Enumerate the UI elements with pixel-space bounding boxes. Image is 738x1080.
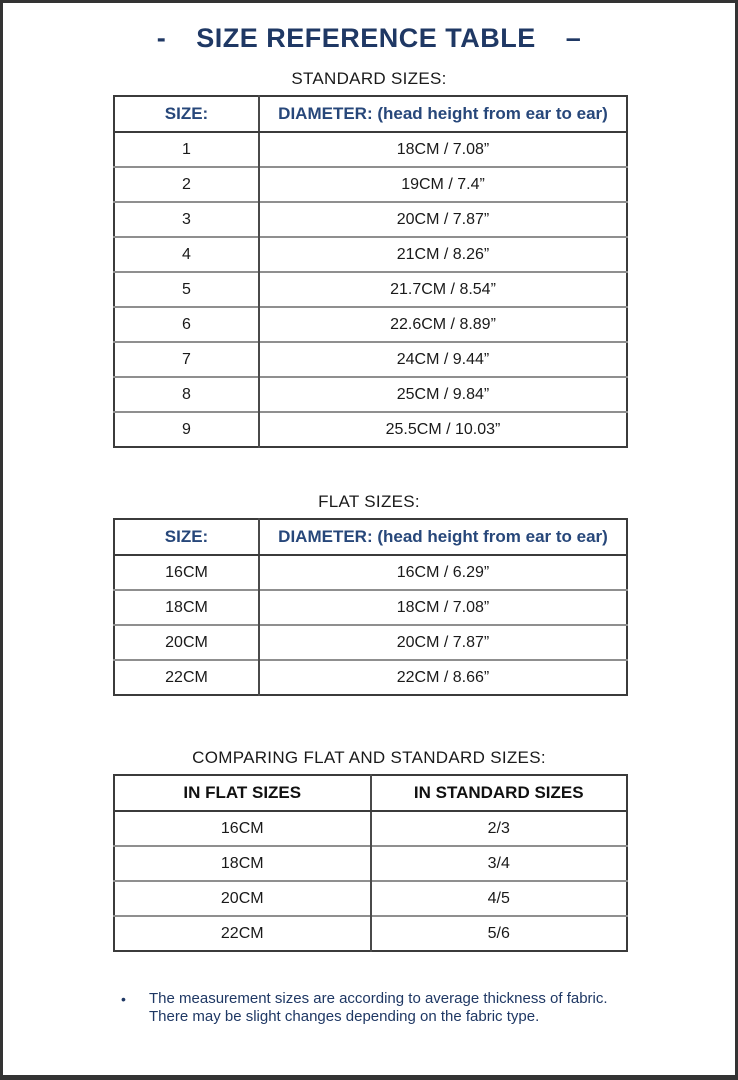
footnote-line-2: There may be slight changes depending on the fabric type.: [149, 1008, 540, 1025]
table-row: [114, 307, 627, 342]
table-row: [114, 916, 627, 951]
size-cell: 4: [114, 237, 259, 272]
diameter-cell: 22CM / 8.66”: [259, 660, 627, 695]
standard-header-row: [114, 96, 627, 132]
flat-header-size: SIZE:: [114, 519, 259, 555]
title-dash-left: -: [156, 23, 167, 53]
table-row: [114, 625, 627, 660]
standard-size-cell: 3/4: [371, 846, 628, 881]
standard-size-cell: 5/6: [371, 916, 628, 951]
size-cell: 16CM: [114, 555, 259, 590]
diameter-cell: 25CM / 9.84”: [259, 377, 627, 412]
table-row: [114, 590, 627, 625]
table-row: [114, 342, 627, 377]
diameter-cell: 21.7CM / 8.54”: [259, 272, 627, 307]
flat-sizes-label: FLAT SIZES:: [318, 492, 420, 511]
diameter-cell: 18CM / 7.08”: [396, 140, 490, 158]
table-row: [114, 660, 627, 695]
bullet-icon: •: [121, 991, 126, 1007]
flat-size-cell: 22CM: [114, 916, 371, 951]
footnote: [121, 990, 735, 1026]
page-title-text: SIZE REFERENCE TABLE: [196, 23, 536, 53]
standard-header-diameter: DIAMETER: (head height from ear to ear): [259, 96, 627, 132]
comparison-label: COMPARING FLAT AND STANDARD SIZES:: [192, 748, 546, 767]
flat-header-diameter: DIAMETER: (head height from ear to ear): [259, 519, 627, 555]
flat-size-cell: 20CM: [114, 881, 371, 916]
size-cell: 20CM: [114, 625, 259, 660]
standard-header-size: SIZE:: [114, 96, 259, 132]
standard-size-cell: 2/3: [487, 819, 510, 837]
size-cell: 3: [114, 202, 259, 237]
size-cell: 2: [114, 167, 259, 202]
table-row: [114, 132, 627, 167]
diameter-cell: 20CM / 7.87”: [259, 625, 627, 660]
size-cell: 1: [114, 132, 259, 167]
standard-sizes-label: STANDARD SIZES:: [291, 69, 447, 88]
flat-size-cell: 18CM: [114, 846, 371, 881]
comparison-table: [113, 774, 628, 952]
table-row: [114, 881, 627, 916]
diameter-cell: 20CM / 7.87”: [259, 202, 627, 237]
flat-header-row: [114, 519, 627, 555]
diameter-cell: 19CM / 7.4”: [259, 167, 627, 202]
diameter-cell: 22.6CM / 8.89”: [259, 307, 627, 342]
size-cell: 9: [114, 412, 259, 447]
flat-size-cell: 16CM: [114, 811, 371, 846]
standard-sizes-table: [113, 95, 628, 448]
footnote-line-1: The measurement sizes are according to average thickness of fabric.: [149, 990, 608, 1007]
title-dash-right: –: [565, 23, 582, 53]
size-cell: 5: [114, 272, 259, 307]
size-cell: 6: [114, 307, 259, 342]
table-row: [114, 272, 627, 307]
table-row: [114, 377, 627, 412]
diameter-cell: 16CM / 6.29”: [396, 563, 490, 581]
size-cell: 22CM: [114, 660, 259, 695]
table-row: [114, 412, 627, 447]
diameter-cell: 25.5CM / 10.03”: [259, 412, 627, 447]
diameter-cell: 21CM / 8.26”: [259, 237, 627, 272]
comparison-header-standard: IN STANDARD SIZES: [371, 775, 628, 811]
flat-sizes-table: [113, 518, 628, 696]
standard-size-cell: 4/5: [371, 881, 628, 916]
table-row: [114, 167, 627, 202]
size-cell: 7: [114, 342, 259, 377]
size-cell: 8: [114, 377, 259, 412]
diameter-cell: 24CM / 9.44”: [259, 342, 627, 377]
comparison-header-flat: IN FLAT SIZES: [114, 775, 371, 811]
table-row: [114, 202, 627, 237]
table-row: [114, 846, 627, 881]
table-row: [114, 237, 627, 272]
size-cell: 18CM: [114, 590, 259, 625]
page-title: [3, 23, 735, 54]
table-row: [114, 811, 627, 846]
footnote-text: [149, 990, 608, 1026]
diameter-cell: 18CM / 7.08”: [259, 590, 627, 625]
table-row: [114, 555, 627, 590]
comparison-header-row: [114, 775, 627, 811]
